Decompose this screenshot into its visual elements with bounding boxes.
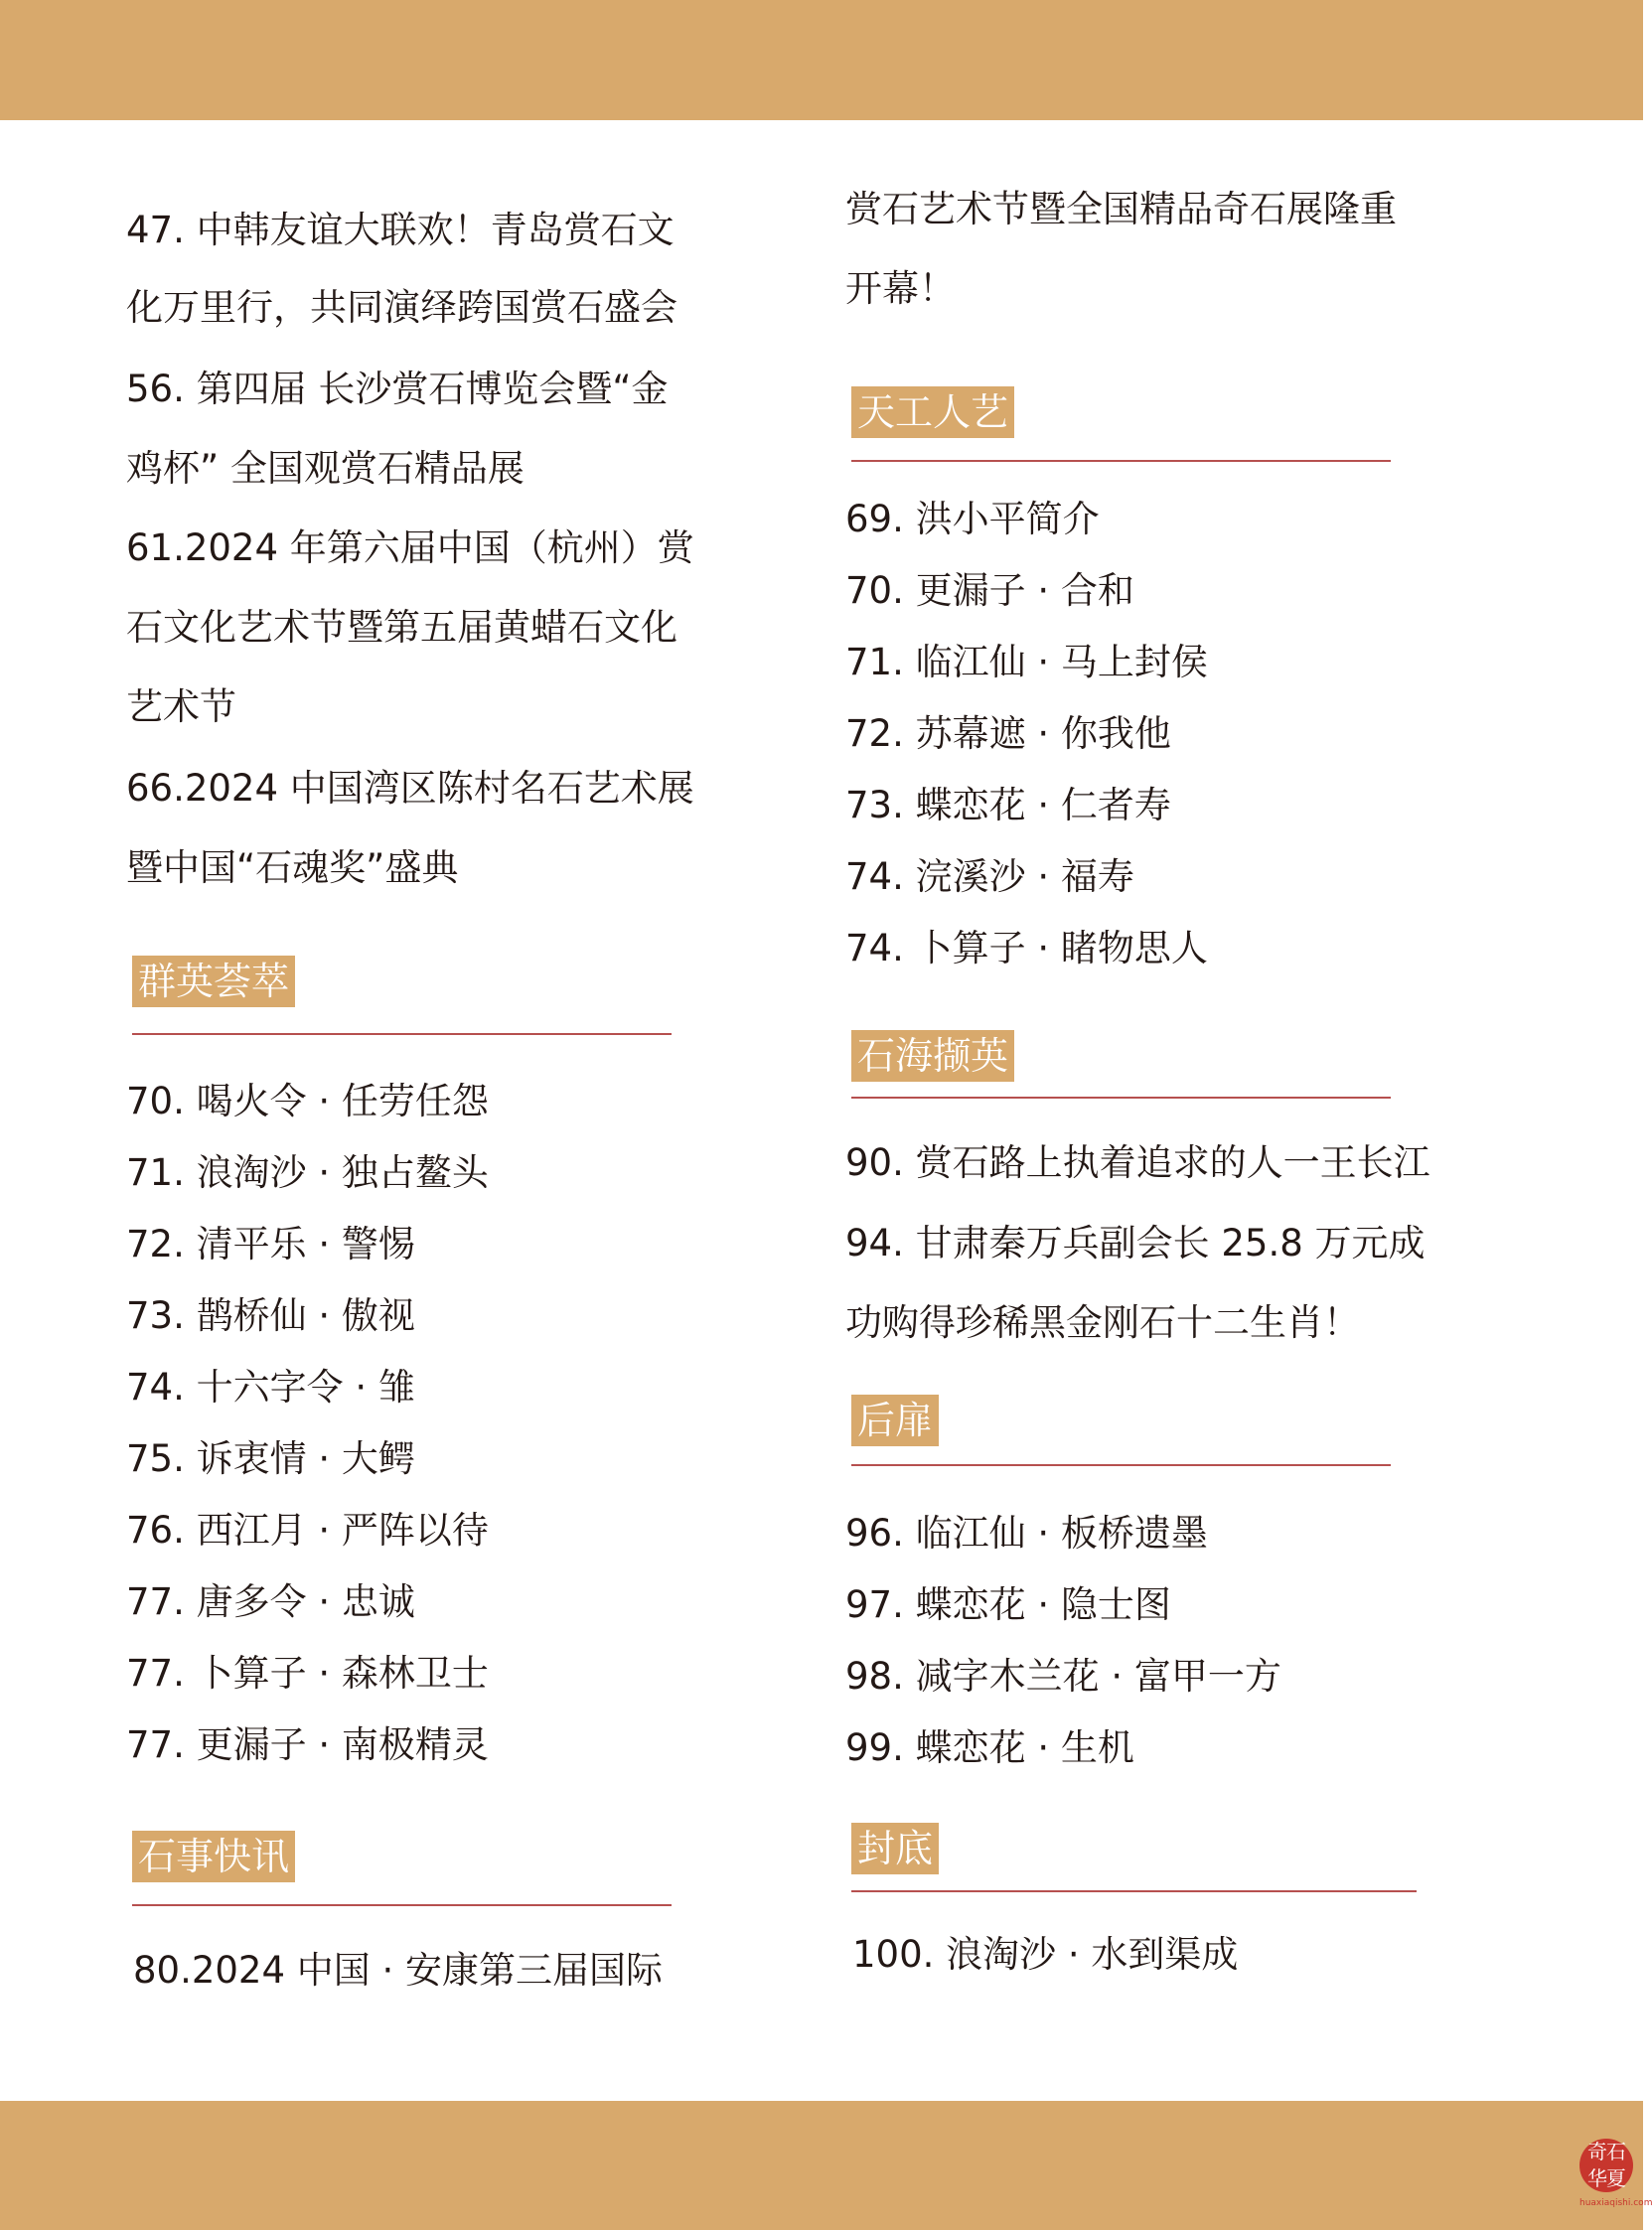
toc-entry[interactable]: 69. 洪小平简介	[845, 498, 1100, 540]
toc-entry[interactable]: 74. 十六字令 · 雏	[126, 1366, 415, 1409]
toc-entry[interactable]: 77. 卜算子 · 森林卫士	[126, 1652, 489, 1695]
toc-entry[interactable]: 73. 鹊桥仙 · 傲视	[126, 1294, 415, 1337]
toc-entry[interactable]: 75. 诉衷情 · 大鳄	[126, 1437, 415, 1480]
toc-entry[interactable]: 80.2024 中国 · 安康第三届国际	[133, 1949, 664, 1992]
toc-entry[interactable]: 66.2024 中国湾区陈村名石艺术展	[126, 767, 694, 810]
section-rule	[851, 1464, 1391, 1466]
section-label-fengdi: 封底	[851, 1823, 939, 1874]
section-label-tiangong: 天工人艺	[851, 386, 1014, 438]
bottom-band	[0, 2101, 1652, 2230]
toc-entry[interactable]: 99. 蝶恋花 · 生机	[845, 1726, 1134, 1769]
toc-entry[interactable]: 76. 西江月 · 严阵以待	[126, 1509, 489, 1552]
toc-entry[interactable]: 鸡杯” 全国观赏石精品展	[126, 447, 525, 490]
watermark-url: huaxiaqishi.com	[1579, 2198, 1652, 2208]
toc-entry[interactable]: 暨中国“石魂奖”盛典	[126, 846, 459, 889]
toc-entry[interactable]: 74. 卜算子 · 睹物思人	[845, 927, 1208, 969]
toc-entry[interactable]: 77. 唐多令 · 忠诚	[126, 1580, 415, 1623]
toc-entry[interactable]: 石文化艺术节暨第五届黄蜡石文化	[126, 606, 677, 649]
toc-entry[interactable]: 96. 临江仙 · 板桥遗墨	[845, 1512, 1208, 1555]
toc-entry[interactable]: 90. 赏石路上执着追求的人一王长江	[845, 1141, 1430, 1184]
toc-entry[interactable]: 61.2024 年第六届中国（杭州）赏	[126, 526, 694, 569]
toc-entry[interactable]: 74. 浣溪沙 · 福寿	[845, 855, 1134, 898]
toc-entry[interactable]: 化万里行，共同演绎跨国赏石盛会	[126, 286, 677, 329]
section-rule	[132, 1033, 672, 1035]
section-rule	[132, 1904, 672, 1906]
toc-entry[interactable]: 100. 浪淘沙 · 水到渠成	[852, 1933, 1239, 1976]
toc-entry[interactable]: 77. 更漏子 · 南极精灵	[126, 1723, 489, 1766]
section-label-qunying: 群英荟萃	[132, 956, 295, 1007]
section-rule	[851, 460, 1391, 462]
toc-entry[interactable]: 71. 浪淘沙 · 独占鳌头	[126, 1151, 489, 1194]
toc-entry[interactable]: 73. 蝶恋花 · 仁者寿	[845, 784, 1171, 826]
toc-entry[interactable]: 72. 苏幕遮 · 你我他	[845, 712, 1171, 755]
toc-entry[interactable]: 47. 中韩友谊大联欢！青岛赏石文	[126, 209, 675, 251]
top-band	[0, 0, 1643, 120]
toc-entry[interactable]: 97. 蝶恋花 · 隐士图	[845, 1583, 1171, 1626]
section-label-shihai: 石海撷英	[851, 1030, 1014, 1082]
section-label-shishi: 石事快讯	[132, 1831, 295, 1882]
toc-entry[interactable]: 98. 减字木兰花 · 富甲一方	[845, 1655, 1281, 1698]
toc-entry[interactable]: 72. 清平乐 · 警惕	[126, 1223, 415, 1265]
toc-entry[interactable]: 56. 第四届 长沙赏石博览会暨“金	[126, 368, 669, 410]
toc-entry[interactable]: 70. 更漏子 · 合和	[845, 569, 1134, 612]
section-rule	[851, 1097, 1391, 1099]
toc-entry[interactable]: 70. 喝火令 · 任劳任怨	[126, 1080, 489, 1122]
toc-entry[interactable]: 赏石艺术节暨全国精品奇石展隆重	[845, 188, 1397, 230]
toc-entry[interactable]: 功购得珍稀黑金刚石十二生肖！	[845, 1301, 1360, 1344]
toc-entry[interactable]: 艺术节	[126, 685, 236, 728]
toc-entry[interactable]: 开幕！	[845, 267, 956, 310]
toc-entry[interactable]: 71. 临江仙 · 马上封侯	[845, 641, 1208, 683]
section-label-houfei: 后扉	[851, 1395, 939, 1446]
section-rule	[851, 1890, 1417, 1892]
logo-text: 奇石华夏	[1587, 2140, 1625, 2190]
toc-entry[interactable]: 94. 甘肃秦万兵副会长 25.8 万元成	[845, 1222, 1426, 1264]
watermark-logo	[1579, 2139, 1633, 2192]
